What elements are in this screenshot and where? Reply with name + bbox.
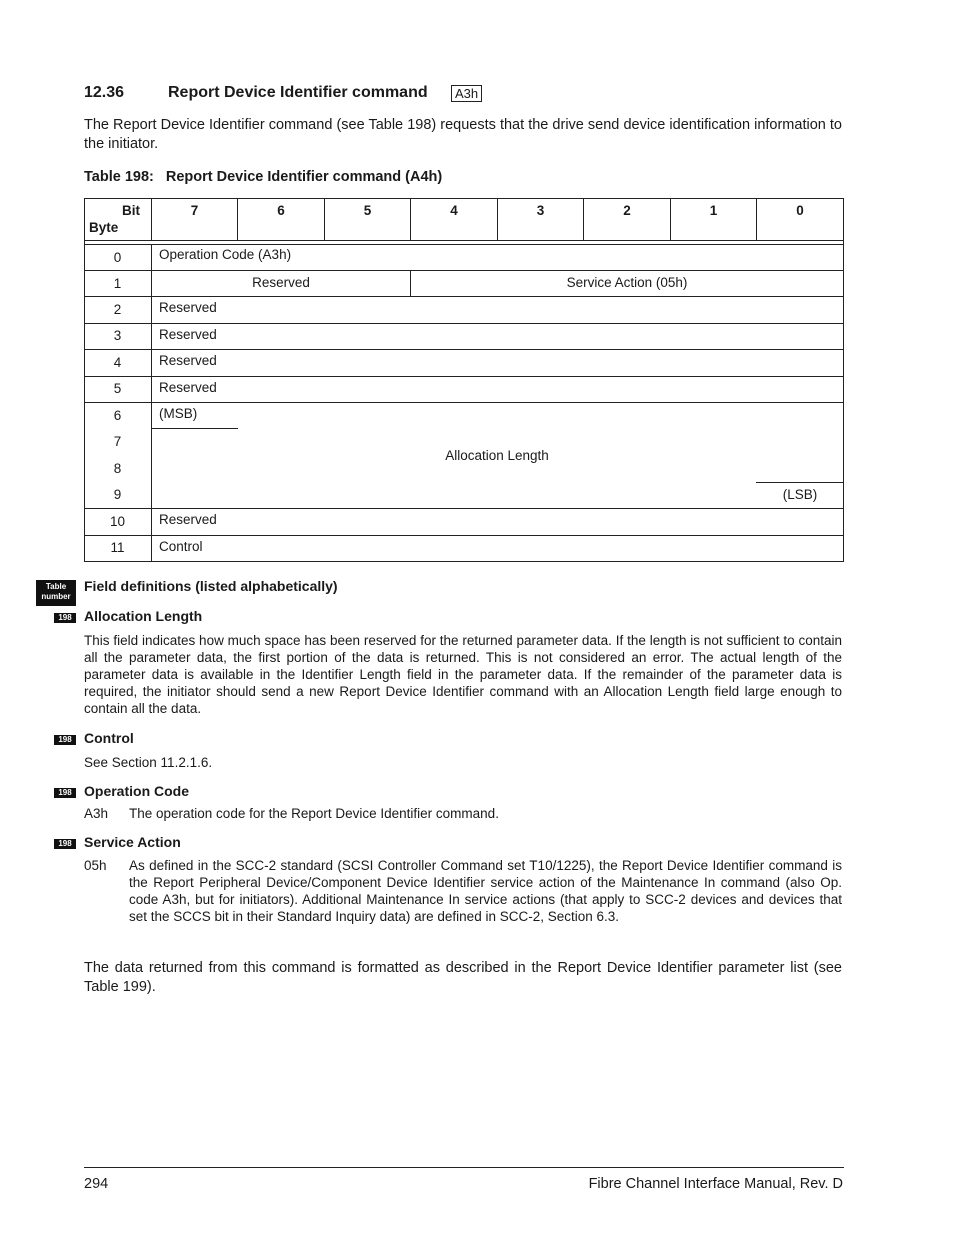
table-caption [84, 169, 442, 185]
header-byte-label: Byte [89, 220, 119, 235]
intro-paragraph: The Report Device Identifier command (see Table 198) requests that the drive send device identification information to the initiator. [84, 117, 842, 152]
field-name-operation-code: Operation Code [84, 783, 190, 799]
header-bit-2: 2 [623, 203, 631, 218]
byte-number: 10 [109, 514, 126, 529]
header-bit-0: 0 [796, 203, 804, 218]
field-body-control: See Section 11.2.1.6. [84, 755, 213, 770]
section-number: 12.36 [84, 84, 125, 101]
control-field: Control [159, 539, 203, 554]
field-name-service-action: Service Action [84, 834, 181, 850]
operation-code-field: Operation Code (A3h) [159, 247, 292, 262]
header-bit-6: 6 [277, 203, 285, 218]
byte-number: 0 [113, 250, 122, 265]
table-ref-badge: 198 [54, 735, 76, 745]
field-definitions-title: Field definitions (listed alphabetically) [84, 578, 338, 594]
allocation-length-field: Allocation Length [445, 448, 549, 463]
byte-number: 3 [113, 328, 122, 343]
byte-number: 2 [113, 302, 122, 317]
operation-code-description: The operation code for the Report Device Identifier command. [129, 806, 499, 821]
reserved-field: Reserved [159, 327, 217, 342]
table-caption-label: Table 198: [84, 169, 154, 185]
field-name-allocation-length: Allocation Length [84, 608, 203, 624]
field-name-control: Control [84, 730, 134, 746]
byte-number: 6 [113, 408, 122, 423]
service-action-field: Service Action (05h) [566, 275, 688, 290]
header-bit-label: Bit [122, 203, 140, 218]
byte-number: 8 [113, 461, 122, 476]
table-ref-badge: 198 [54, 788, 76, 798]
table-number-badge: Table number [36, 580, 76, 606]
msb-label: (MSB) [159, 406, 198, 421]
header-bit-4: 4 [450, 203, 458, 218]
table-ref-badge: 198 [54, 839, 76, 849]
byte-number: 5 [113, 381, 122, 396]
page-number: 294 [84, 1176, 109, 1192]
footer-rule [84, 1167, 844, 1168]
header-bit-3: 3 [536, 203, 545, 218]
lsb-label: (LSB) [782, 487, 818, 502]
service-action-description: As defined in the SCC-2 standard (SCSI Controller Command set T10/1225), the Report Device Identifier command is the Report Peripheral Device/Component Device Identifier service action of the Maintenance In command (also Op. code A3h, but for initiators). Additional Maintenance In service actions (that apply to SCC-2 devices and devices that set the SCCS bit in their Standard Inquiry data) are defined in SCC-2, Section 6.3. [129, 858, 842, 924]
header-bit-7: 7 [190, 203, 199, 218]
command-table [84, 198, 844, 562]
table-ref-badge: 198 [54, 613, 76, 623]
reserved-field: Reserved [159, 380, 217, 395]
operation-code-value: A3h [84, 806, 109, 821]
closing-paragraph: The data returned from this command is formatted as described in the Report Device Identifier parameter list (see Table 199). [84, 960, 842, 995]
table-caption-title: Report Device Identifier command (A4h) [165, 169, 443, 185]
byte-number: 11 [110, 540, 125, 555]
byte-number: 7 [113, 434, 122, 449]
field-body-allocation-length: This field indicates how much space has been reserved for the returned parameter data. If the length is not sufficient to contain all the parameter data, the first portion of the data is returned. This is not considered an error. The actual length of the parameter data is available in the Identifier Length field in the parameter data. If the remainder of the parameter data is required, the initiator should send a new Report Device Identifier command with an Allocation Length field large enough to contain all the data. [84, 633, 842, 716]
reserved-field: Reserved [159, 300, 217, 315]
byte-number: 4 [113, 355, 122, 370]
reserved-field: Reserved [159, 353, 217, 368]
opcode-box: A3h [451, 85, 482, 102]
header-bit-1: 1 [709, 203, 718, 218]
reserved-field: Reserved [252, 275, 310, 290]
byte-number: 1 [113, 276, 122, 291]
service-action-value: 05h [84, 858, 107, 873]
section-title: Report Device Identifier command [168, 84, 428, 101]
reserved-field: Reserved [159, 512, 217, 527]
document-title: Fibre Channel Interface Manual, Rev. D [588, 1176, 843, 1192]
byte-number: 9 [113, 487, 122, 502]
header-bit-5: 5 [363, 203, 372, 218]
